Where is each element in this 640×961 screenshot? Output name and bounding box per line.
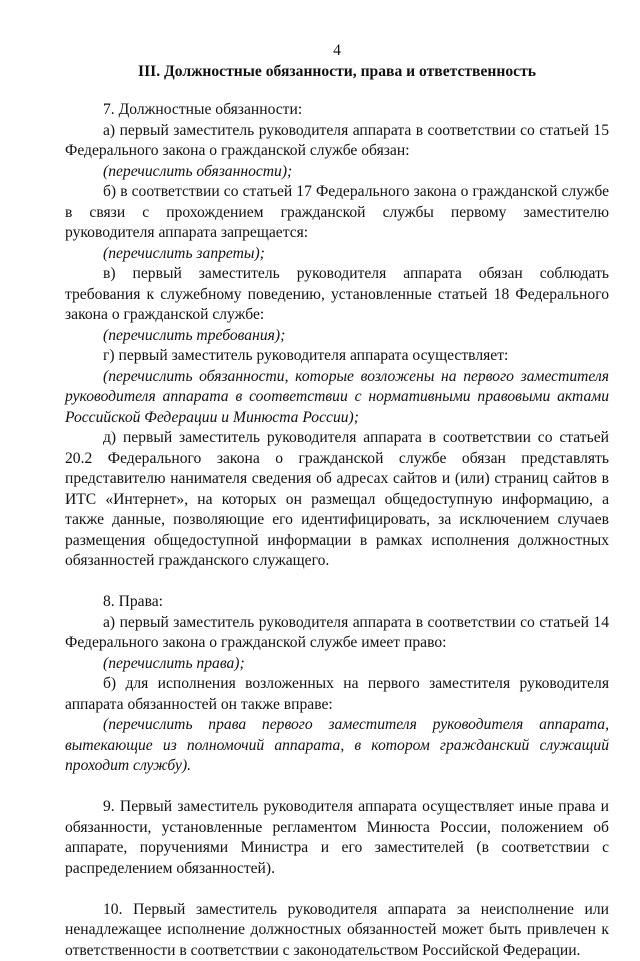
paragraph-7g: г) первый заместитель руководителя аппарата осуществляет:	[65, 346, 609, 367]
paragraph-7b-note: (перечислить запреты);	[65, 244, 609, 265]
paragraph-7d: д) первый заместитель руководителя аппарата в соответствии со статьей 20.2 Федерального закона о гражданской службе обязан представлять представителю нанимателя сведения об адресах сайтов и (или) страниц сайтов в ИТС «Интернет», на которых он размещал общедоступную информацию, а также данные, позволяющие его идентифицировать, за исключением случаев размещения общедоступной информации в рамках исполнения должностных обязанностей гражданского служащего.	[65, 428, 609, 572]
paragraph-9: 9. Первый заместитель руководителя аппарата осуществляет иные права и обязанности, установленные регламентом Минюста России, положением об аппарате, поручениями Министра и его заместителей (в соответствии с распределением обязанностей).	[65, 797, 609, 879]
paragraph-8a: а) первый заместитель руководителя аппарата в соответствии со статьей 14 Федерального закона о гражданской службе имеет право:	[65, 613, 609, 654]
document-body	[65, 100, 609, 961]
paragraph-7v: в) первый заместитель руководителя аппарата обязан соблюдать требования к служебному поведению, установленные статьей 18 Федерального закона о гражданской службе:	[65, 264, 609, 326]
spacer	[65, 572, 609, 593]
spacer	[65, 777, 609, 798]
paragraph-7a-note: (перечислить обязанности);	[65, 162, 609, 183]
paragraph-8b: б) для исполнения возложенных на первого заместителя руководителя аппарата обязанностей он также вправе:	[65, 674, 609, 715]
paragraph-8-heading: 8. Права:	[65, 592, 609, 613]
page-number: 4	[65, 41, 609, 62]
paragraph-8b-note: (перечислить права первого заместителя руководителя аппарата, вытекающие из полномочий аппарата, в котором гражданский служащий проходит службу).	[65, 715, 609, 777]
paragraph-7v-note: (перечислить требования);	[65, 326, 609, 347]
paragraph-8a-note: (перечислить права);	[65, 654, 609, 675]
paragraph-7a: а) первый заместитель руководителя аппарата в соответствии со статьей 15 Федерального закона о гражданской службе обязан:	[65, 121, 609, 162]
paragraph-7b: б) в соответствии со статьей 17 Федерального закона о гражданской службе в связи с прохождением гражданской службы первому заместителю руководителя аппарата запрещается:	[65, 182, 609, 244]
paragraph-7g-note: (перечислить обязанности, которые возложены на первого заместителя руководителя аппарата в соответствии с нормативными правовыми актами Российской Федерации и Минюста России);	[65, 367, 609, 429]
section-title: III. Должностные обязанности, права и ответственность	[65, 62, 609, 83]
paragraph-10: 10. Первый заместитель руководителя аппарата за неисполнение или ненадлежащее исполнение должностных обязанностей может быть привлечен к ответственности в соответствии с законодательством Российской Федерации.	[65, 900, 609, 961]
paragraph-7-heading: 7. Должностные обязанности:	[65, 100, 609, 121]
spacer	[65, 879, 609, 900]
